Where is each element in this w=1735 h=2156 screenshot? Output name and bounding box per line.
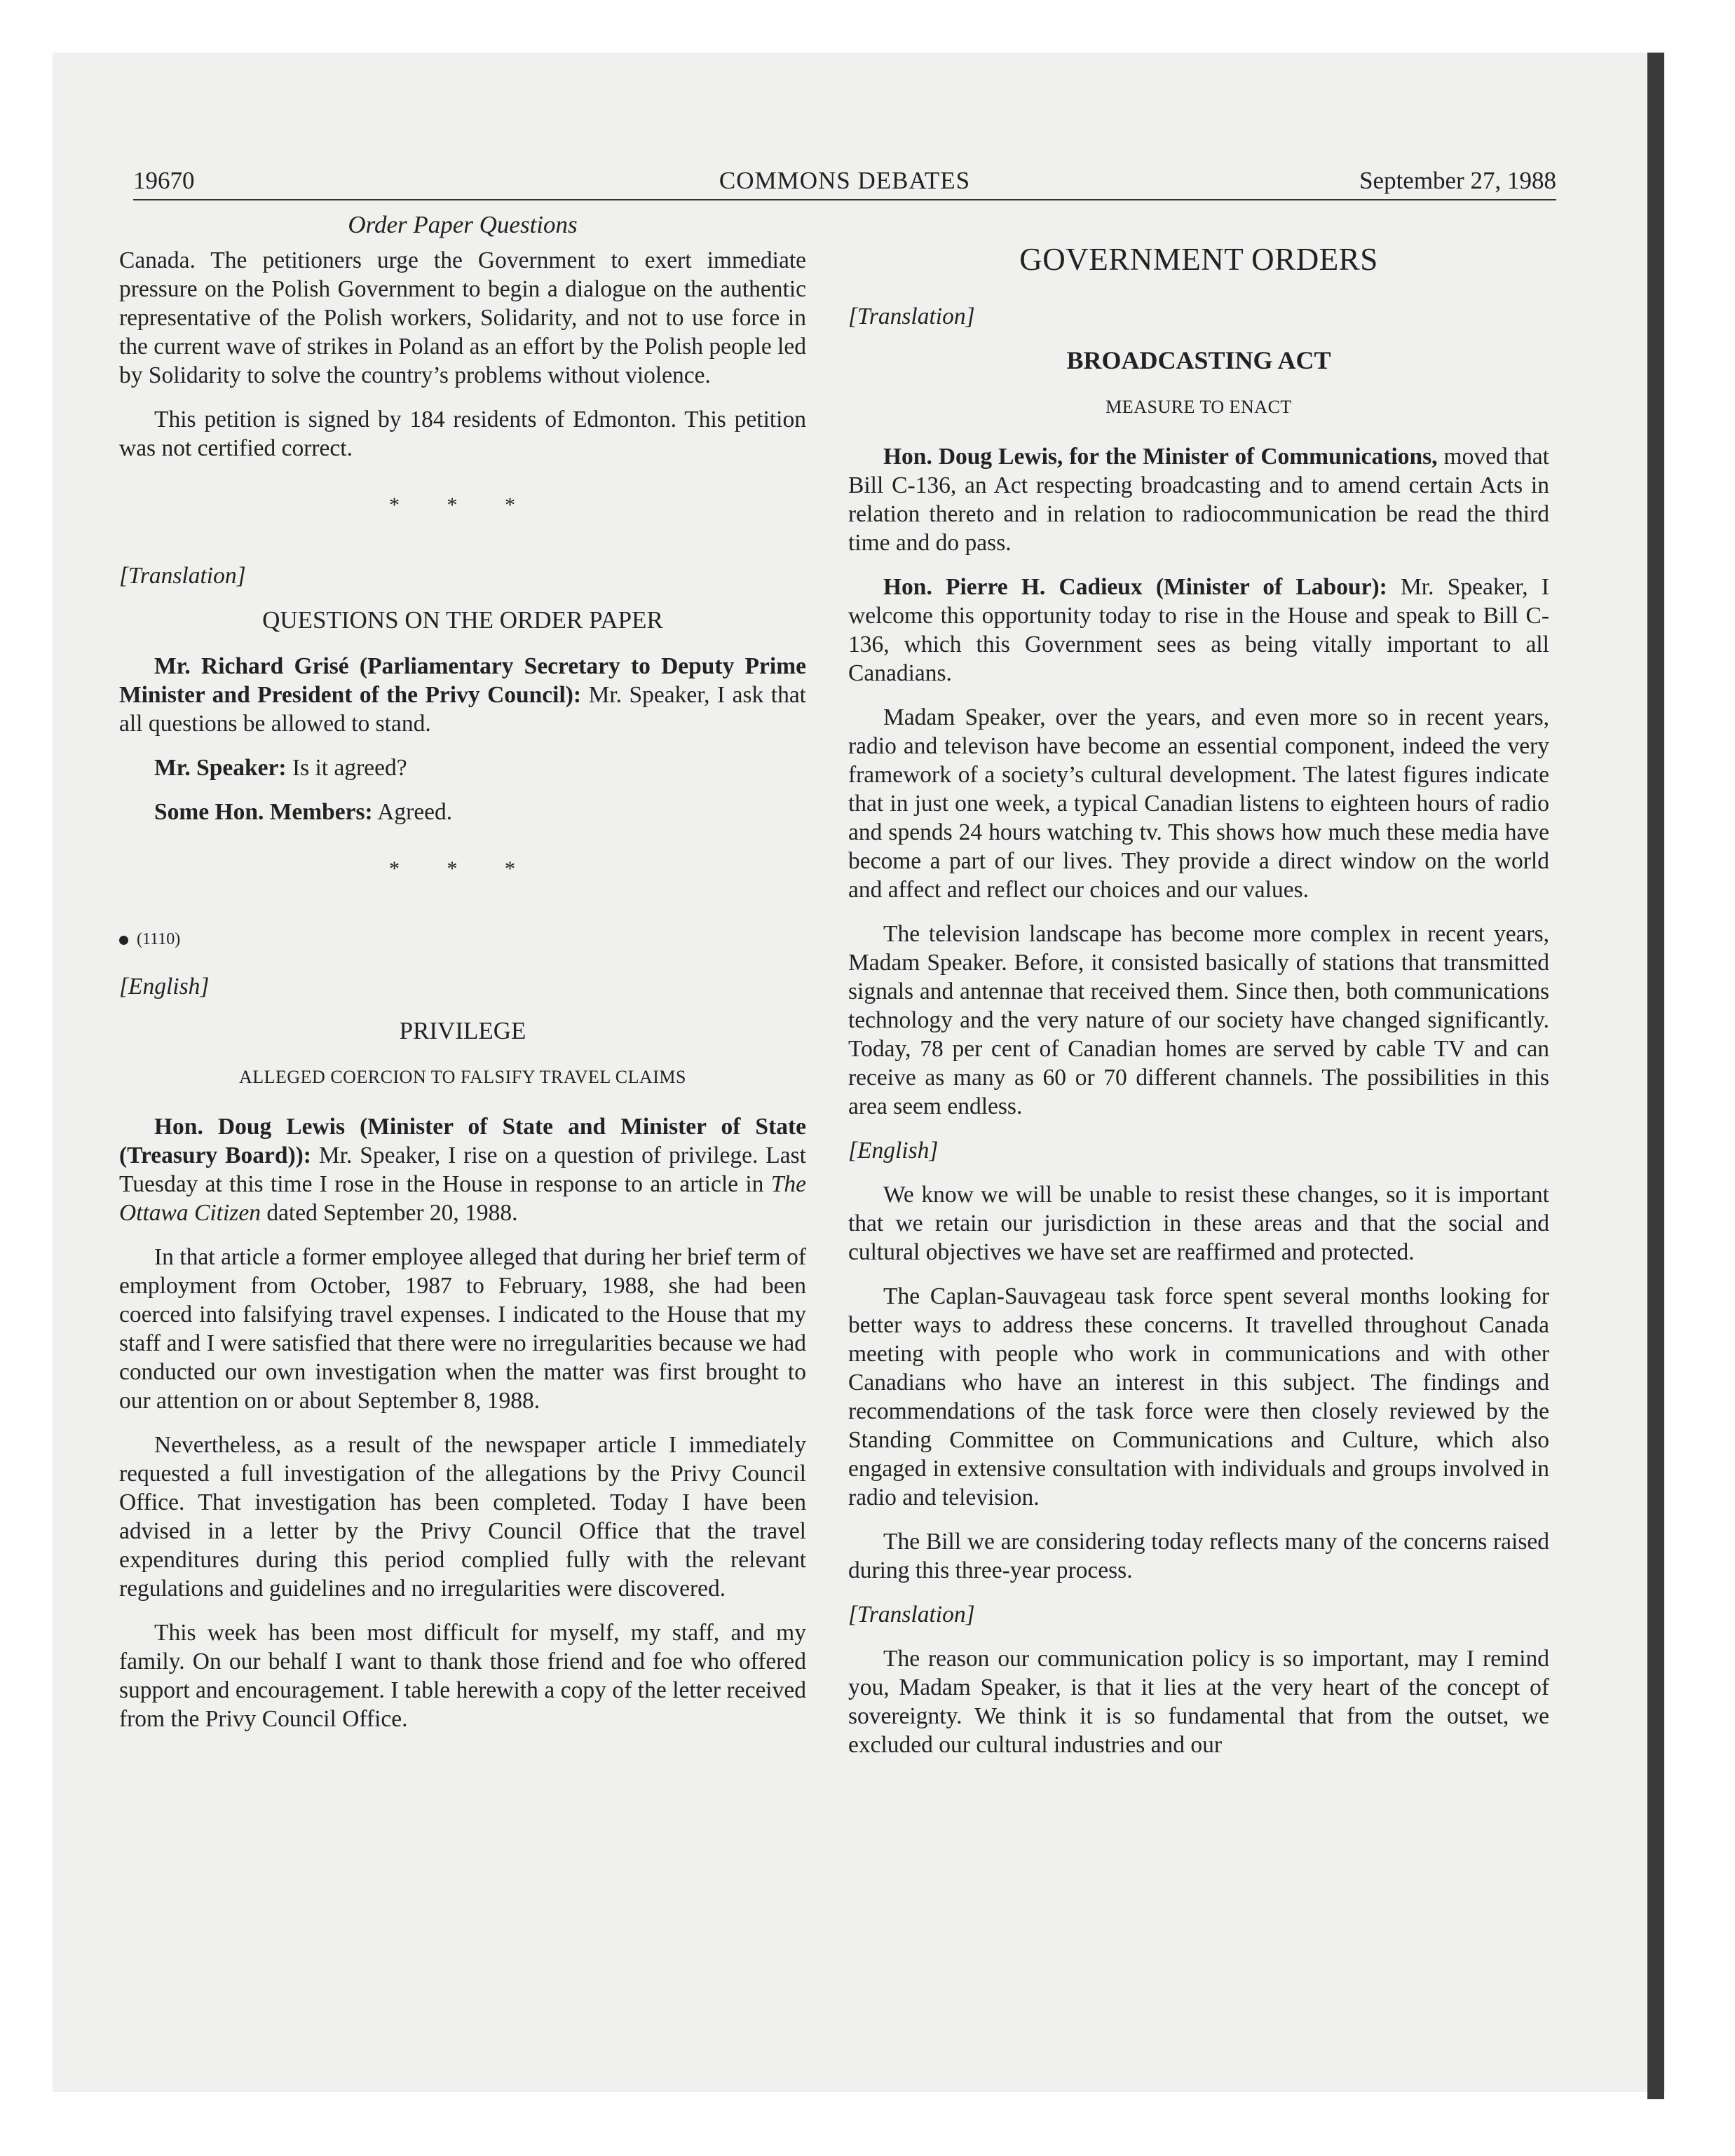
lewis-privilege-statement	[119, 1112, 806, 1227]
statement-text: Mr. Speaker, I ask that all questions be allowed to stand.	[119, 682, 806, 737]
speaker-name: Some Hon. Members:	[154, 799, 373, 825]
right-column	[848, 210, 1549, 1775]
statement-text: Is it agreed?	[286, 755, 407, 781]
investigation-paragraph: Nevertheless, as a result of the newspaper article I immediately requested a full investigation of the allegations by the Privy Council Office. That investigation has been completed. Today I have been advised in a letter by the Privy Council Office that the travel expenditures during this period complied fully with the relevant regulations and guidelines and no irregularities were discovered.	[119, 1432, 806, 1602]
speaker-name: Mr. Richard Grisé (Parliamentary Secretary to Deputy Prime Minister and President of the Privy Council):	[119, 653, 806, 708]
speaker-name: Hon. Doug Lewis, for the Minister of Communications,	[883, 444, 1438, 470]
cadieux-statement	[848, 573, 1549, 688]
lewis-motion	[848, 442, 1549, 557]
running-head: Order Paper Questions	[348, 211, 578, 238]
petition-signature-paragraph: This petition is signed by 184 residents of Edmonton. This petition was not certified correct.	[119, 407, 806, 461]
section-separator: * * *	[389, 493, 536, 517]
publication-title: COMMONS DEBATES	[719, 167, 971, 194]
madam-speaker-paragraph: Madam Speaker, over the years, and even more so in recent years, radio and televison have become an essential component, indeed the very framework of a society’s cultural development. The latest figures indicate that in just one week, a typical Canadian listens to eighteen hours of radio and spends 24 hours watching tv. This shows how much these media have become a part of our lives. They provide a direct window on the world and affect and reflect our choices and our values.	[848, 704, 1549, 903]
task-force-paragraph: The Caplan-Sauvageau task force spent several months looking for better ways to address these concerns. It travelled throughout Canada meeting with people who work in communications and with other Canadians who have an interest in this subject. The findings and recommendations of the task force were then closely reviewed by the Standing Committee on Communications and Culture, which also engaged in extensive consultation with individuals and groups involved in radio and television.	[848, 1283, 1549, 1510]
language-marker: [Translation]	[848, 303, 975, 329]
statement-text: Mr. Speaker, I welcome this opportunity today to rise in the House and speak to Bill C-136, which this Government sees as being vitally important to all Canadians.	[848, 574, 1549, 686]
page-header	[133, 163, 1556, 200]
section-separator: * * *	[389, 857, 536, 880]
statement-text: dated September 20, 1988.	[260, 1200, 518, 1226]
time-marker-text: (1110)	[137, 930, 181, 948]
newspaper-title: The Ottawa Citizen	[119, 1171, 806, 1226]
grise-statement	[119, 652, 806, 738]
section-heading-broadcasting: BROADCASTING ACT	[1066, 346, 1331, 374]
members-reply	[119, 798, 806, 826]
subheading-measure: MEASURE TO ENACT	[1105, 397, 1292, 417]
sovereignty-paragraph: The reason our communication policy is so important, may I remind you, Madam Speaker, is that it lies at the very heart of the concept of sovereignty. We think it is so fundamental that from the outset, we excluded our cultural industries and our	[848, 1646, 1549, 1758]
jurisdiction-paragraph: We know we will be unable to resist these changes, so it is important that we retain our jurisdiction in these areas and that the social and cultural objectives we have set are reaffirmed and protected.	[848, 1182, 1549, 1265]
language-marker: [Translation]	[848, 1602, 975, 1628]
subheading-privilege: ALLEGED COERCION TO FALSIFY TRAVEL CLAIMS	[238, 1067, 687, 1087]
speaker-name: Hon. Doug Lewis (Minister of State and Minister of State (Treasury Board)):	[119, 1114, 806, 1168]
speaker-question	[119, 753, 806, 782]
scan-edge-bar	[1647, 53, 1664, 2099]
statement-text: moved that Bill C-136, an Act respecting broadcasting and to amend certain Acts in relation thereto and in relation to radiocommunication be read the third time and do pass.	[848, 444, 1549, 556]
section-heading-privilege: PRIVILEGE	[399, 1017, 526, 1044]
article-paragraph: In that article a former employee alleged that during her brief term of employment from October, 1987 to February, 1988, she had been coerced into falsifying travel expenses. I indicated to the House that my staff and I were satisfied that there were no irregularities because we had conducted our own investigation when the matter was first brought to our attention on or about September 8, 1988.	[119, 1244, 806, 1414]
language-marker: [Translation]	[119, 563, 246, 589]
time-marker	[119, 925, 806, 954]
bill-paragraph: The Bill we are considering today reflects many of the concerns raised during this three-year process.	[848, 1529, 1549, 1583]
statement-text: Mr. Speaker, I rise on a question of privilege. Last Tuesday at this time I rose in the House in response to an article in	[119, 1142, 806, 1197]
left-column	[119, 210, 806, 1749]
language-marker: [English]	[848, 1138, 939, 1164]
petition-paragraph: Canada. The petitioners urge the Government to exert immediate pressure on the Polish Government to begin a dialogue on the authentic representative of the Polish workers, Solidarity, and not to use force in the current wave of strikes in Poland as an effort by the Polish people led by Solidarity to solve the country’s problems without violence.	[119, 247, 806, 388]
closing-paragraph: This week has been most difficult for myself, my staff, and my family. On our behalf I want to thank those friend and foe who offered support and encouragement. I table herewith a copy of the letter received from the Privy Council Office.	[119, 1620, 806, 1732]
bullet-icon	[119, 936, 128, 945]
section-heading-questions: QUESTIONS ON THE ORDER PAPER	[262, 606, 663, 634]
section-heading-government-orders: GOVERNMENT ORDERS	[1019, 242, 1378, 277]
language-marker: [English]	[119, 974, 210, 999]
speaker-name: Mr. Speaker:	[154, 755, 287, 781]
speaker-name: Hon. Pierre H. Cadieux (Minister of Labour):	[883, 574, 1387, 600]
page-date: September 27, 1988	[1359, 167, 1556, 194]
statement-text: Agreed.	[372, 799, 453, 825]
television-landscape-paragraph: The television landscape has become more complex in recent years, Madam Speaker. Before, it consisted basically of stations that transmitted signals and antennae that received them. Since then, both communications technology and the very nature of our society have changed significantly. Today, 78 per cent of Canadian homes are served by cable TV and can receive as many as 60 or 70 different channels. The possibilities in this area seem endless.	[848, 921, 1549, 1119]
page-number: 19670	[133, 167, 195, 194]
